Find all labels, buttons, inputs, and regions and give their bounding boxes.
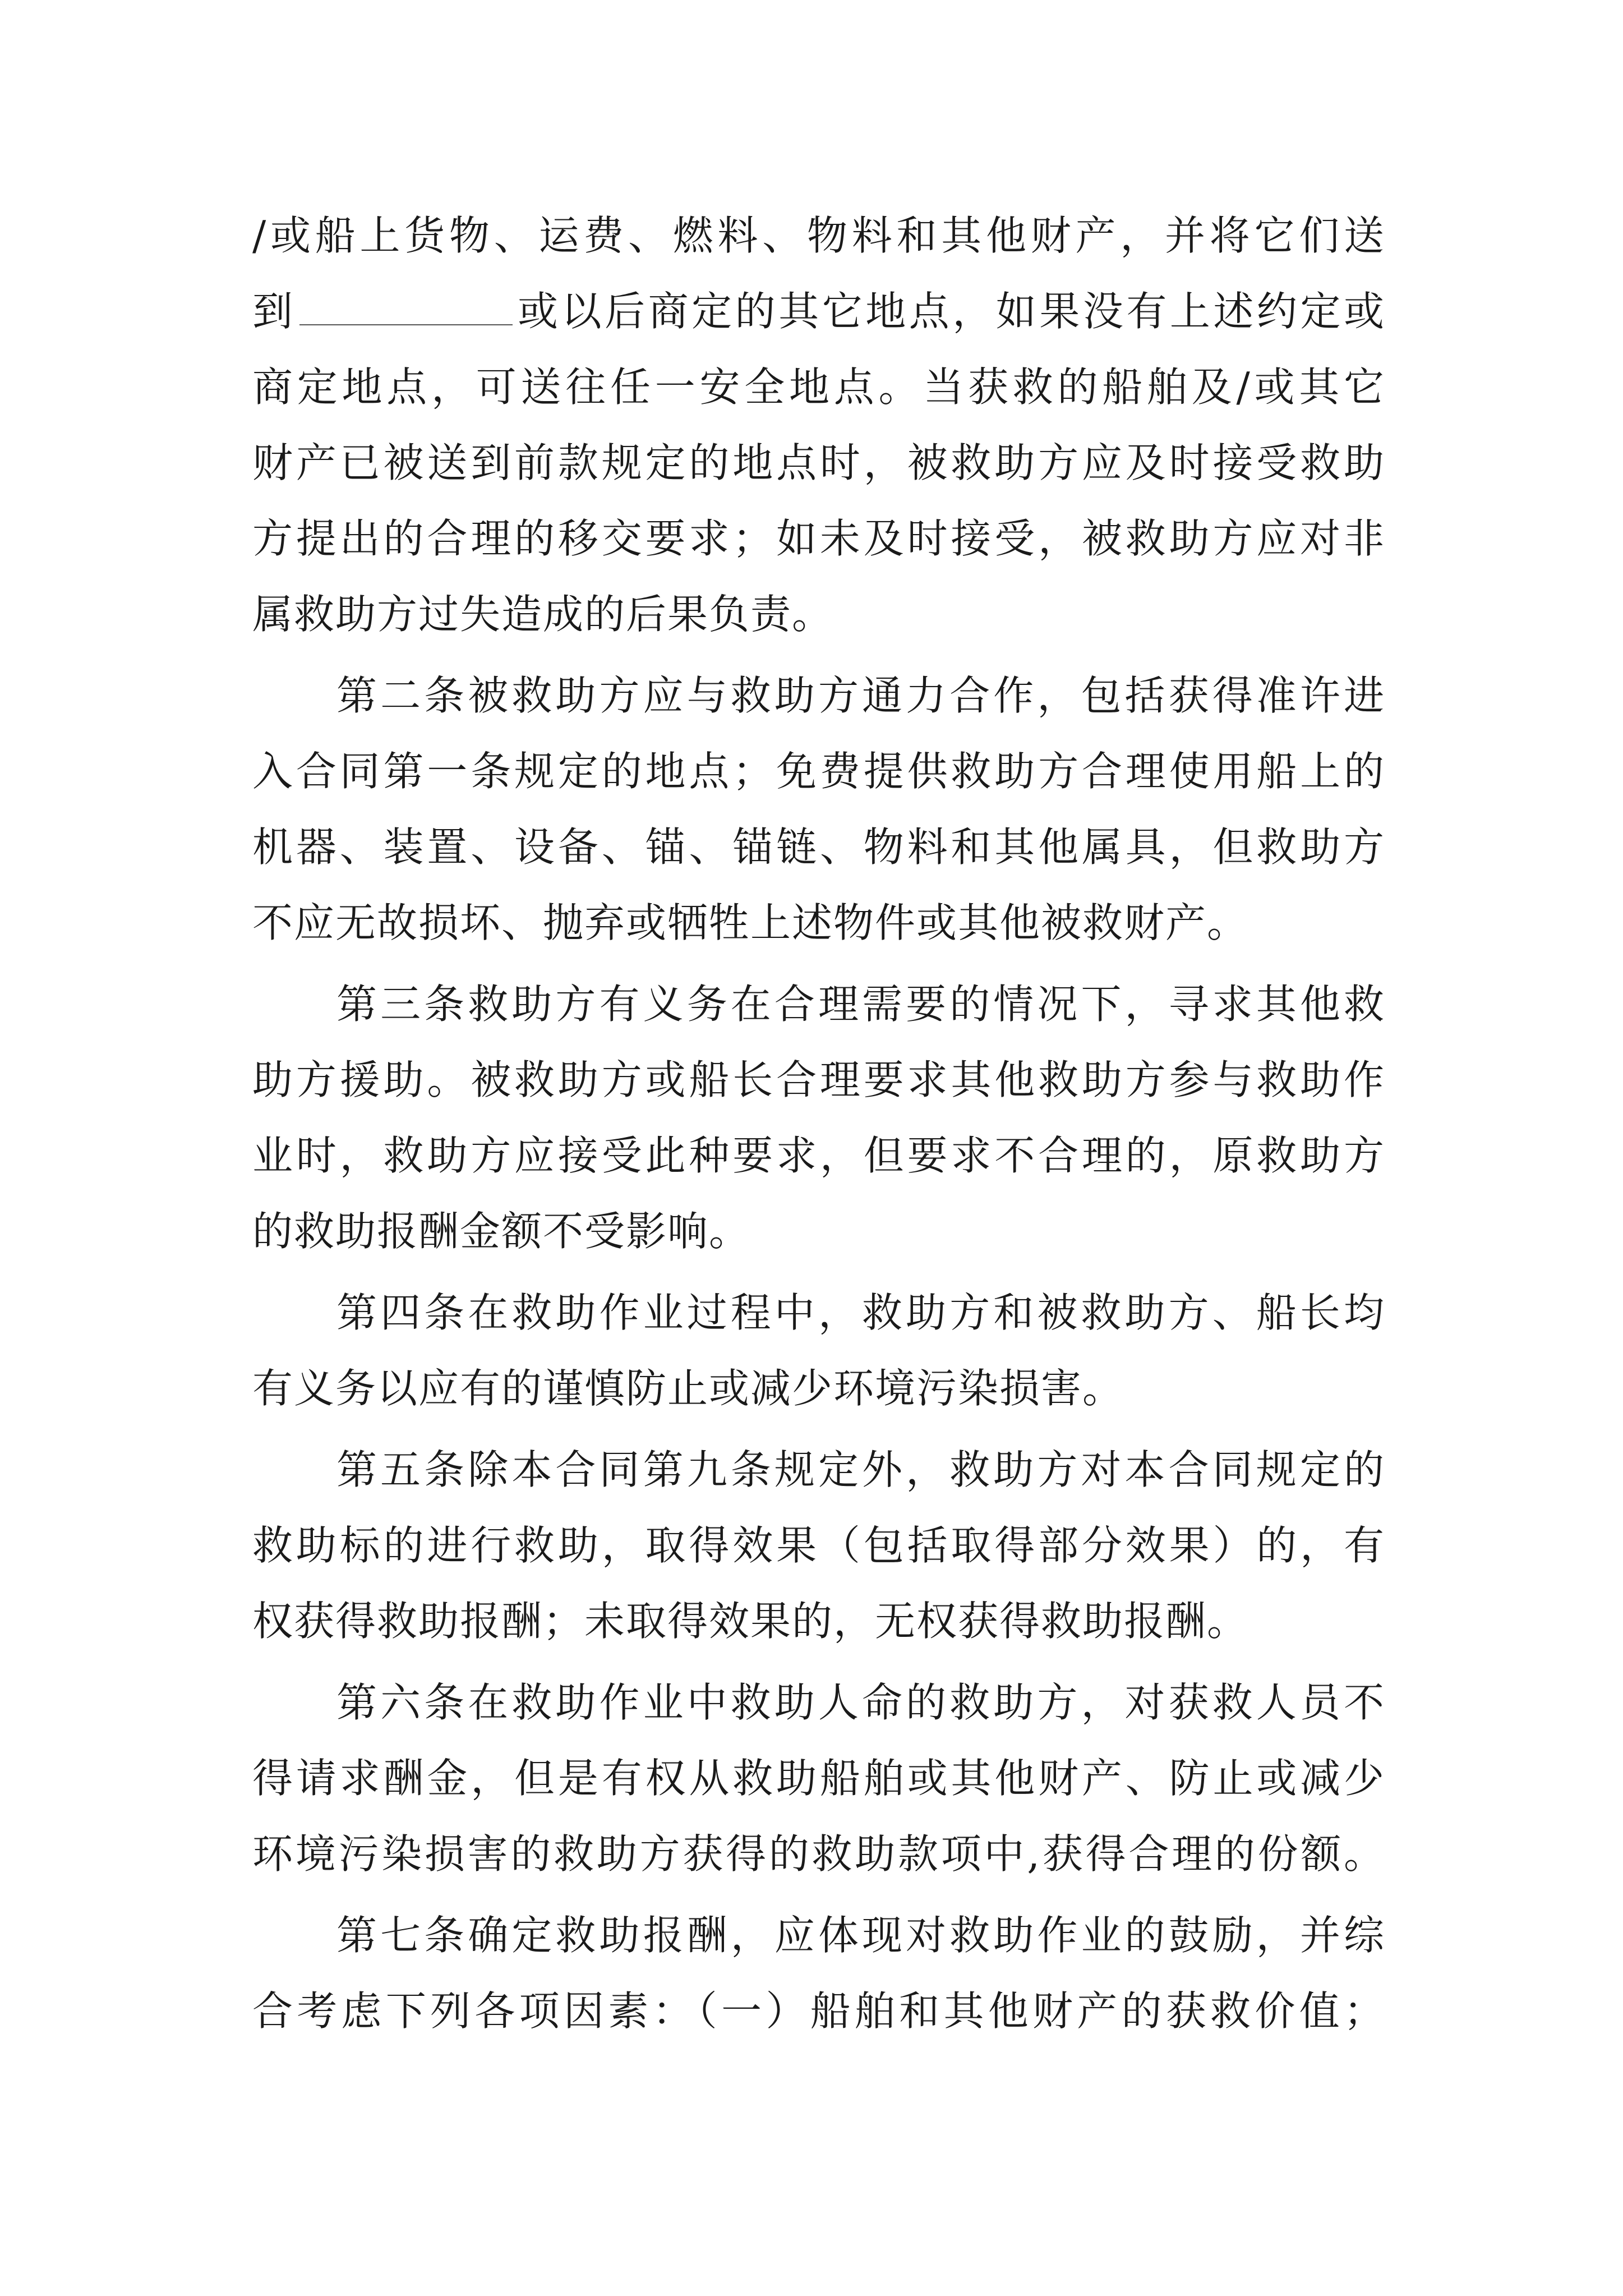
text-fragment: 或以后商定的其它地点，如果没有上述约定或 (515, 288, 1385, 335)
article-3-first-line: 第三条救助方有义务在合理需要的情况下，寻求其他救 (336, 981, 1385, 1028)
text-line: 救助标的进行救助，取得效果（包括取得部分效果）的，有 (252, 1522, 1385, 1569)
text-line: 业时，救助方应接受此种要求，但要求不合理的，原救助方 (252, 1132, 1385, 1179)
text-line: 方提出的合理的移交要求；如未及时接受，被救助方应对非 (252, 515, 1385, 562)
text-line: 商定地点，可送往任一安全地点。当获救的船舶及/或其它 (252, 364, 1385, 411)
text-line-with-blank (252, 283, 1385, 339)
blank-fill-line (299, 291, 513, 325)
text-fragment: 到 (252, 288, 296, 335)
text-line: 财产已被送到前款规定的地点时，被救助方应及时接受救助 (252, 439, 1385, 486)
text-line: 合考虑下列各项因素：（一）船舶和其他财产的获救价值； (252, 1987, 1385, 2035)
article-6-first-line: 第六条在救助作业中救助人命的救助方，对获救人员不 (336, 1679, 1385, 1726)
text-line: 不应无故损坏、抛弃或牺牲上述物件或其他被救财产。 (252, 899, 1249, 946)
text-line: 有义务以应有的谨慎防止或减少环境污染损害。 (252, 1365, 1124, 1412)
text-line: 机器、装置、设备、锚、锚链、物料和其他属具，但救助方 (252, 823, 1385, 871)
text-line: 环境污染损害的救助方获得的救助款项中,获得合理的份额。 (252, 1830, 1385, 1878)
text-line: 入合同第一条规定的地点；免费提供救助方合理使用船上的 (252, 748, 1385, 795)
text-line: 权获得救助报酬；未取得效果的，无权获得救助报酬。 (252, 1598, 1249, 1645)
text-line: 属救助方过失造成的后果负责。 (252, 591, 834, 638)
article-2-first-line: 第二条被救助方应与救助方通力合作，包括获得准许进 (336, 672, 1385, 719)
text-line: /或船上货物、运费、燃料、物料和其他财产，并将它们送 (252, 212, 1385, 259)
article-4-first-line: 第四条在救助作业过程中，救助方和被救助方、船长均 (336, 1289, 1385, 1336)
article-7-first-line: 第七条确定救助报酬，应体现对救助作业的鼓励，并综 (336, 1912, 1385, 1959)
text-line: 助方援助。被救助方或船长合理要求其他救助方参与救助作 (252, 1056, 1385, 1103)
text-line: 的救助报酬金额不受影响。 (252, 1208, 751, 1255)
text-line: 得请求酬金，但是有权从救助船舶或其他财产、防止或减少 (252, 1755, 1385, 1802)
article-5-first-line: 第五条除本合同第九条规定外，救助方对本合同规定的 (336, 1446, 1385, 1493)
